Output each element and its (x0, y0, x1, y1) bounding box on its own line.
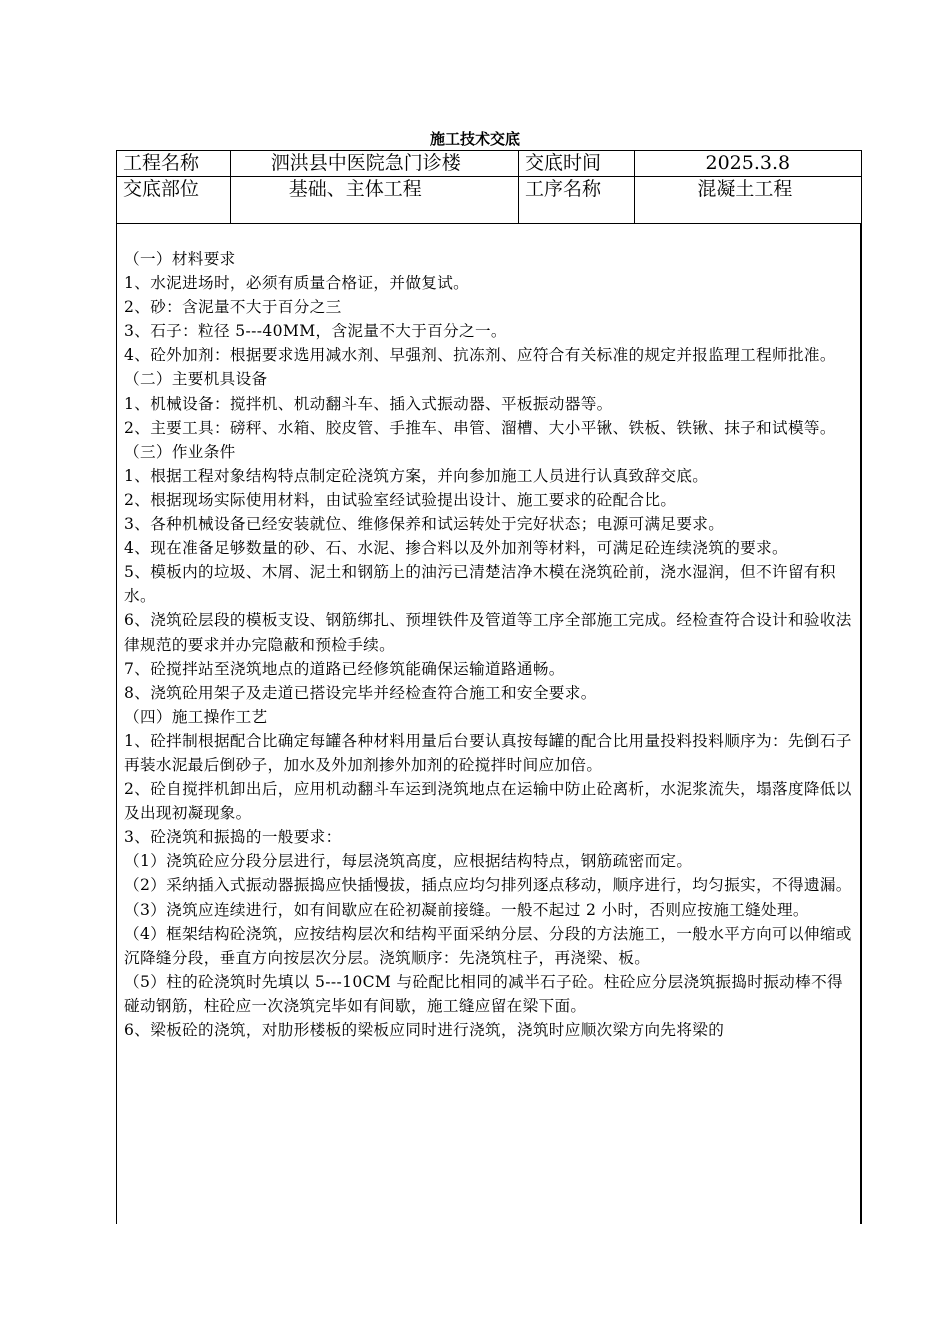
disclosure-table (116, 150, 862, 1224)
content-paragraph: 3、各种机械设备已经安装就位、维修保养和试运转处于完好状态；电源可满足要求。 (124, 515, 725, 534)
disclosure-part-label: 交底部位 (117, 177, 231, 223)
content-paragraph: 2、根据现场实际使用材料，由试验室经试验提出设计、施工要求的砼配合比。 (124, 490, 677, 509)
header-row-2 (117, 177, 861, 224)
content-paragraph: （1）浇筑砼应分段分层进行，每层浇筑高度，应根据结构特点，钢筋疏密而定。 (124, 852, 693, 871)
disclosure-time-value: 2025.3.8 (705, 152, 791, 174)
header-row-1 (117, 151, 861, 177)
content-paragraph: 1、根据工程对象结构特点制定砼浇筑方案，并向参加施工人员进行认真致辞交底。 (124, 466, 709, 485)
content-paragraph: 3、石子：粒径 5---40MM，含泥量不大于百分之一。 (124, 322, 507, 341)
content-paragraph: 4、现在准备足够数量的砂、石、水泥、掺合料以及外加剂等材料，可满足砼连续浇筑的要求。 (124, 539, 788, 558)
content-paragraph: （5）柱的砼浇筑时先填以 5---10CM 与砼配比相同的减半石子砼。柱砼应分层浇筑振捣时振动棒不得碰动钢筋，柱砼应一次浇筑完毕如有间歇，施工缝应留在梁下面。 (124, 972, 843, 1015)
document-title: 施工技术交底 (429, 130, 520, 148)
content-paragraph: （二）主要机具设备 (124, 370, 268, 389)
disclosure-content (117, 224, 861, 1224)
process-name-value: 混凝土工程 (697, 178, 793, 200)
content-paragraph: 4、砼外加剂：根据要求选用减水剂、早强剂、抗冻剂、应符合有关标准的规定并报监理工程师批准。 (124, 346, 836, 365)
disclosure-part-value: 基础、主体工程 (231, 177, 519, 223)
content-paragraph: （2）采纳插入式振动器振捣应快插慢拔，插点应均匀排列逐点移动，顺序进行，均匀振实，不得遗漏。 (124, 876, 852, 895)
content-paragraph: 1、砼拌制根据配合比确定每罐各种材料用量后台要认真按每罐的配合比用量投料投料顺序为：先倒石子再装水泥最后倒砂子，加水及外加剂掺外加剂的砼搅拌时间应加倍。 (124, 731, 852, 774)
content-paragraph: 1、机械设备：搅拌机、机动翻斗车、插入式振动器、平板振动器等。 (124, 394, 613, 413)
project-name-value: 泗洪县中医院急门诊楼 (231, 151, 519, 176)
content-paragraph: （3）浇筑应连续进行，如有间歇应在砼初凝前接缝。一般不起过 2 小时，否则应按施工缝处理。 (124, 900, 809, 919)
content-paragraph: （三）作业条件 (124, 442, 236, 461)
content-paragraph: 6、梁板砼的浇筑，对肋形楼板的梁板应同时进行浇筑，浇筑时应顺次梁方向先将梁的 (124, 1021, 725, 1039)
project-name-label: 工程名称 (117, 151, 231, 176)
content-paragraph: 2、主要工具：磅秤、水箱、胶皮管、手推车、串管、溜槽、大小平锹、铁板、铁锹、抹子和试模等。 (124, 418, 836, 437)
content-paragraph: （四）施工操作工艺 (124, 707, 268, 726)
content-paragraph: 2、砂：含泥量不大于百分之三 (124, 298, 342, 317)
content-paragraph: （4）框架结构砼浇筑，应按结构层次和结构平面采纳分层、分段的方法施工，一般水平方向可以伸缩或沉降缝分段，垂直方向按层次分层。浇筑顺序：先浇筑柱子，再浇梁、板。 (124, 924, 852, 967)
content-paragraph: 5、模板内的垃圾、木屑、泥土和钢筋上的油污已清楚洁净木模在浇筑砼前，浇水湿润，但不许留有积水。 (124, 563, 836, 606)
disclosure-time-label: 交底时间 (519, 151, 635, 176)
content-paragraph: 6、浇筑砼层段的模板支设、钢筋绑扎、预埋铁件及管道等工序全部施工完成。经检查符合设计和验收法律规范的要求并办完隐蔽和预检手续。 (124, 611, 852, 654)
content-paragraph: 7、砼搅拌站至浇筑地点的道路已经修筑能确保运输道路通畅。 (124, 659, 565, 678)
process-name-label: 工序名称 (519, 177, 635, 223)
content-paragraph: 1、水泥进场时，必须有质量合格证，并做复试。 (124, 274, 470, 293)
content-paragraph: 8、浇筑砼用架子及走道已搭设完毕并经检查符合施工和安全要求。 (124, 683, 597, 702)
content-paragraph: （一）材料要求 (124, 250, 236, 268)
content-paragraph: 2、砼自搅拌机卸出后，应用机动翻斗车运到浇筑地点在运输中防止砼离析，水泥浆流失，塌落度降低以及出现初凝现象。 (124, 780, 852, 823)
content-paragraph: 3、砼浇筑和振捣的一般要求： (124, 828, 342, 847)
